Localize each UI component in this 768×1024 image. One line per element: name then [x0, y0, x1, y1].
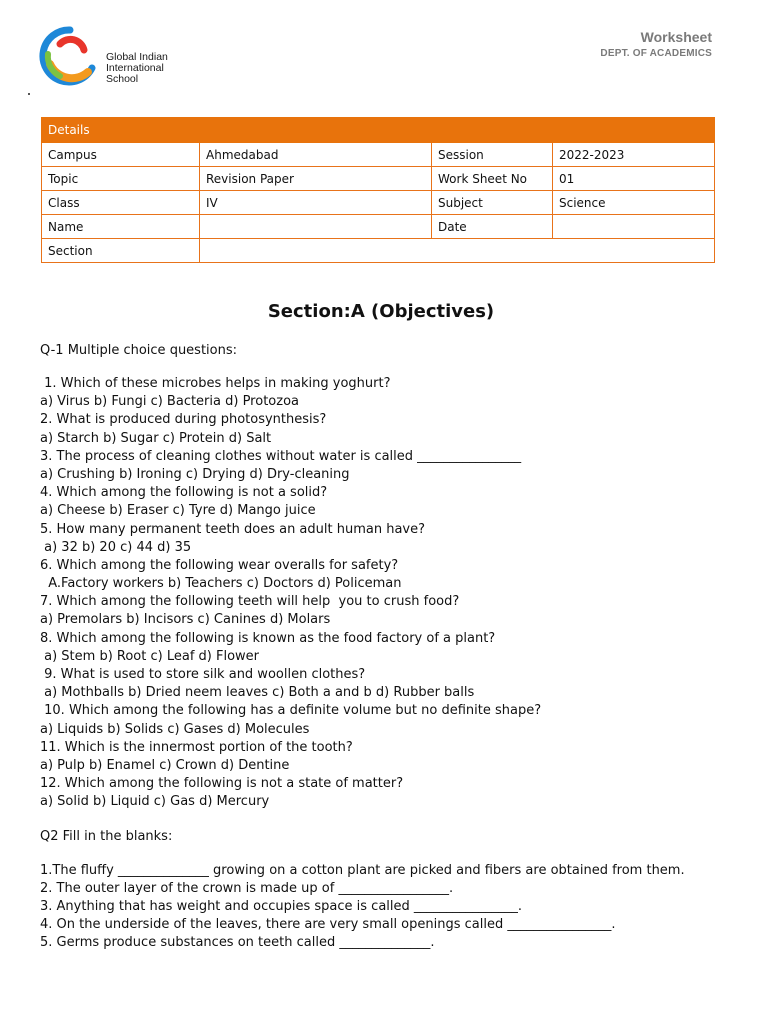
school-name-line3: School — [106, 73, 139, 85]
table-row — [42, 215, 715, 239]
value-topic: Revision Paper — [200, 167, 432, 191]
school-logo — [38, 24, 178, 88]
table-row — [42, 191, 715, 215]
list-item: 2. The outer layer of the crown is made up of _________________. — [40, 880, 454, 896]
list-item: 4. On the underside of the leaves, there are very small openings called ________________. — [40, 917, 616, 933]
list-item: a) Liquids b) Solids c) Gases d) Molecules — [40, 721, 310, 737]
table-row — [42, 167, 715, 191]
q1-list — [40, 375, 740, 812]
list-item: a) Virus b) Fungi c) Bacteria d) Protozoa — [40, 394, 299, 410]
q1-title: Q-1 Multiple choice questions: — [40, 343, 238, 358]
school-name-line1: Global Indian — [106, 51, 168, 63]
details-header-row — [42, 118, 715, 143]
list-item: 6. Which among the following wear overalls for safety? — [40, 557, 399, 573]
list-item: a) Crushing b) Ironing c) Drying d) Dry-cleaning — [40, 466, 350, 482]
document-header — [600, 29, 712, 59]
school-name — [106, 52, 168, 85]
list-item: a) 32 b) 20 c) 44 d) 35 — [40, 539, 192, 555]
list-item: a) Solid b) Liquid c) Gas d) Mercury — [40, 794, 270, 810]
list-item: a) Cheese b) Eraser c) Tyre d) Mango juice — [40, 503, 316, 519]
value-session: 2022-2023 — [553, 143, 715, 167]
list-item: 3. The process of cleaning clothes without water is called ________________ — [40, 448, 522, 464]
label-campus: Campus — [42, 143, 200, 167]
value-date — [553, 215, 715, 239]
list-item: a) Premolars b) Incisors c) Canines d) Molars — [40, 612, 331, 628]
table-row — [42, 143, 715, 167]
questions — [40, 342, 740, 952]
details-heading: Details — [42, 118, 715, 143]
list-item: a) Starch b) Sugar c) Protein d) Salt — [40, 430, 272, 446]
list-item: 7. Which among the following teeth will help you to crush food? — [40, 594, 460, 610]
list-item: 2. What is produced during photosynthesis? — [40, 412, 327, 428]
label-topic: Topic — [42, 167, 200, 191]
value-campus: Ahmedabad — [200, 143, 432, 167]
section-title: Section:A (Objectives) — [267, 301, 495, 322]
list-item: 3. Anything that has weight and occupies space is called ________________. — [40, 898, 523, 914]
list-item: 5. Germs produce substances on teeth called ______________. — [40, 935, 435, 951]
value-class: IV — [200, 191, 432, 215]
list-item: 1.The fluffy ______________ growing on a cotton plant are picked and fibers are obtained from them. — [40, 862, 685, 878]
school-name-line2: International — [106, 62, 164, 74]
doc-type: Worksheet — [640, 29, 712, 45]
list-item: 8. Which among the following is known as the food factory of a plant? — [40, 630, 496, 646]
list-item: 11. Which is the innermost portion of the tooth? — [40, 739, 353, 755]
label-date: Date — [432, 215, 553, 239]
list-item: a) Stem b) Root c) Leaf d) Flower — [40, 648, 260, 664]
q2-title: Q2 Fill in the blanks: — [40, 828, 173, 844]
label-section: Section — [42, 239, 200, 263]
label-name: Name — [42, 215, 200, 239]
list-item: a) Pulp b) Enamel c) Crown d) Dentine — [40, 757, 290, 773]
list-item: 12. Which among the following is not a state of matter? — [40, 776, 404, 792]
label-worksheet-no: Work Sheet No — [432, 167, 553, 191]
q2-list — [40, 862, 740, 953]
label-subject: Subject — [432, 191, 553, 215]
stray-dot — [28, 93, 30, 95]
department: DEPT. OF ACADEMICS — [600, 48, 712, 59]
list-item: 10. Which among the following has a definite volume but no definite shape? — [40, 703, 542, 719]
value-section — [200, 239, 715, 263]
list-item: 4. Which among the following is not a solid? — [40, 485, 328, 501]
details-table — [41, 117, 715, 263]
value-worksheet-no: 01 — [553, 167, 715, 191]
list-item: A.Factory workers b) Teachers c) Doctors d) Policeman — [40, 576, 402, 592]
logo-swirl-icon — [38, 24, 102, 88]
value-subject: Science — [553, 191, 715, 215]
label-class: Class — [42, 191, 200, 215]
list-item: 1. Which of these microbes helps in making yoghurt? — [40, 376, 391, 391]
list-item: 5. How many permanent teeth does an adult human have? — [40, 521, 426, 537]
list-item: a) Mothballs b) Dried neem leaves c) Both a and b d) Rubber balls — [40, 685, 475, 701]
table-row — [42, 239, 715, 263]
list-item: 9. What is used to store silk and woollen clothes? — [40, 667, 366, 682]
label-session: Session — [432, 143, 553, 167]
value-name — [200, 215, 432, 239]
